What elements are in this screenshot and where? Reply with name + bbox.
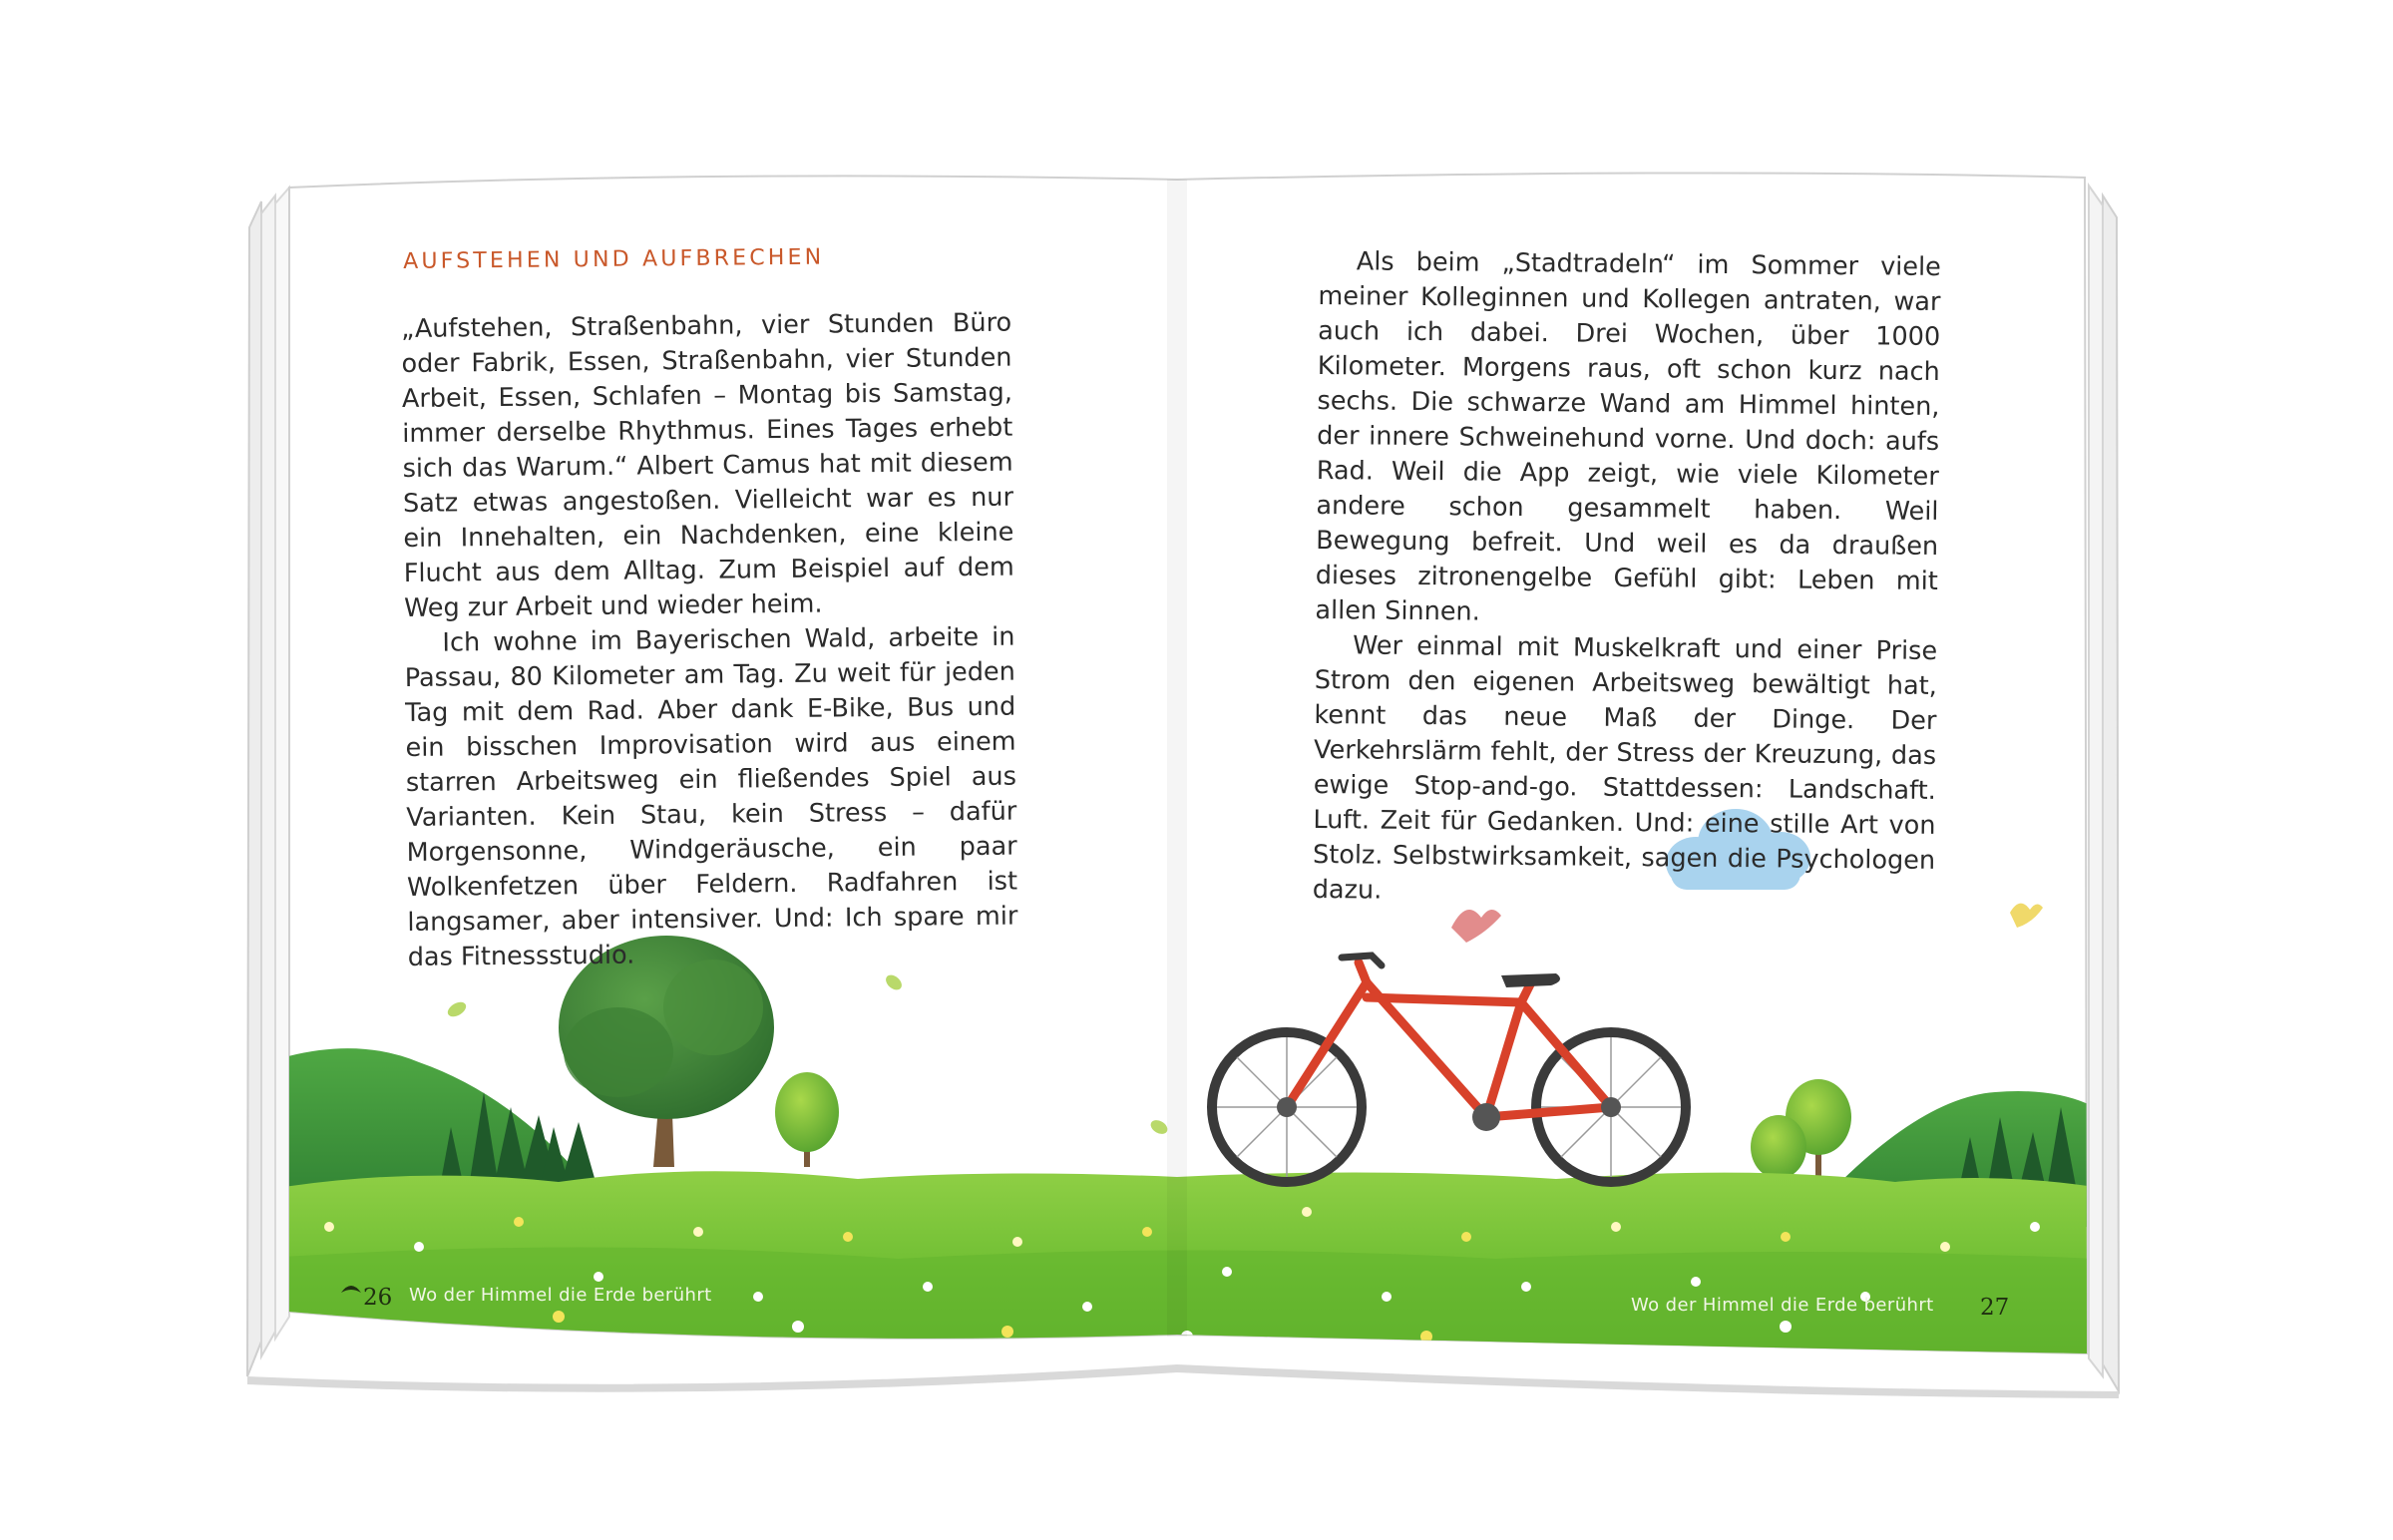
left-paragraph-2: Ich wohne im Bayerischen Wald, arbeite in Passau, 80 Kilometer am Tag. Zu weit für jeden Tag mit dem Rad. Aber dank E-Bike, Bus und ein bisschen Improvisation wird aus einem starren Arbeitsweg ein fließendes Spiel aus Varianten. Kein Stau, kein Stress – dafür Morgensonne, Windgeräusche, ein paar Wolkenfetzen über Feldern. Radfahren ist langsamer, aber intensiver. Und: Ich spare mir das Fitnessstudio. xyxy=(404,621,1018,972)
left-page-text xyxy=(401,306,1018,975)
right-page-text xyxy=(1313,244,1941,914)
spine-shadow xyxy=(1167,180,1187,1337)
chapter-heading: AUFSTEHEN UND AUFBRECHEN xyxy=(403,244,825,274)
right-paragraph-1: Als beim „Stadtradeln“ im Sommer viele meiner Kolleginnen und Kollegen antraten, war auch ich dabei. Drei Wochen, über 1000 Kilometer. Morgens raus, oft schon kurz nach sechs. Die schwarze Wand am Himmel hinten, der innere Schweinehund vorne. Und doch: aufs Rad. Weil die App zeigt, wie viele Kilometer andere schon gesammelt haben. Weil Bewegung befreit. Und weil es da draußen dieses zitronengelbe Gefühl gibt: Leben mit allen Sinnen. xyxy=(1315,246,1941,627)
left-paragraph-1: „Aufstehen, Straßenbahn, vier Stunden Büro oder Fabrik, Essen, Straßenbahn, vier Stunden Arbeit, Essen, Schlafen – Montag bis Samstag, immer derselbe Rhythmus. Eines Tages erhebt sich das Warum.“ Albert Camus hat mit diesem Satz etwas angestoßen. Vielleicht war es nur ein Innehalten, ein Nachdenken, eine kleine Flucht aus dem Alltag. Zum Beispiel auf dem Weg zur Arbeit und wieder heim. xyxy=(401,307,1014,623)
page-number-right: 27 xyxy=(1980,1295,2010,1321)
footer-right: Wo der Himmel die Erde berührt xyxy=(1631,1295,1934,1316)
footer-left: Wo der Himmel die Erde berührt xyxy=(409,1285,712,1306)
page-number-left: 26 xyxy=(363,1285,393,1311)
right-paragraph-2: Wer einmal mit Muskelkraft und einer Prise Strom den eigenen Arbeitsweg bewältigt hat, kennt das neue Maß der Dinge. Der Verkehrslärm fehlt, der Stress der Kreuzung, das ewige Stop-and-go. Stattdessen: Landschaft. Luft. Zeit für Gedanken. Und: eine stille Art von Stolz. Selbstwirksamkeit, sagen die Psychologen dazu. xyxy=(1312,630,1938,906)
